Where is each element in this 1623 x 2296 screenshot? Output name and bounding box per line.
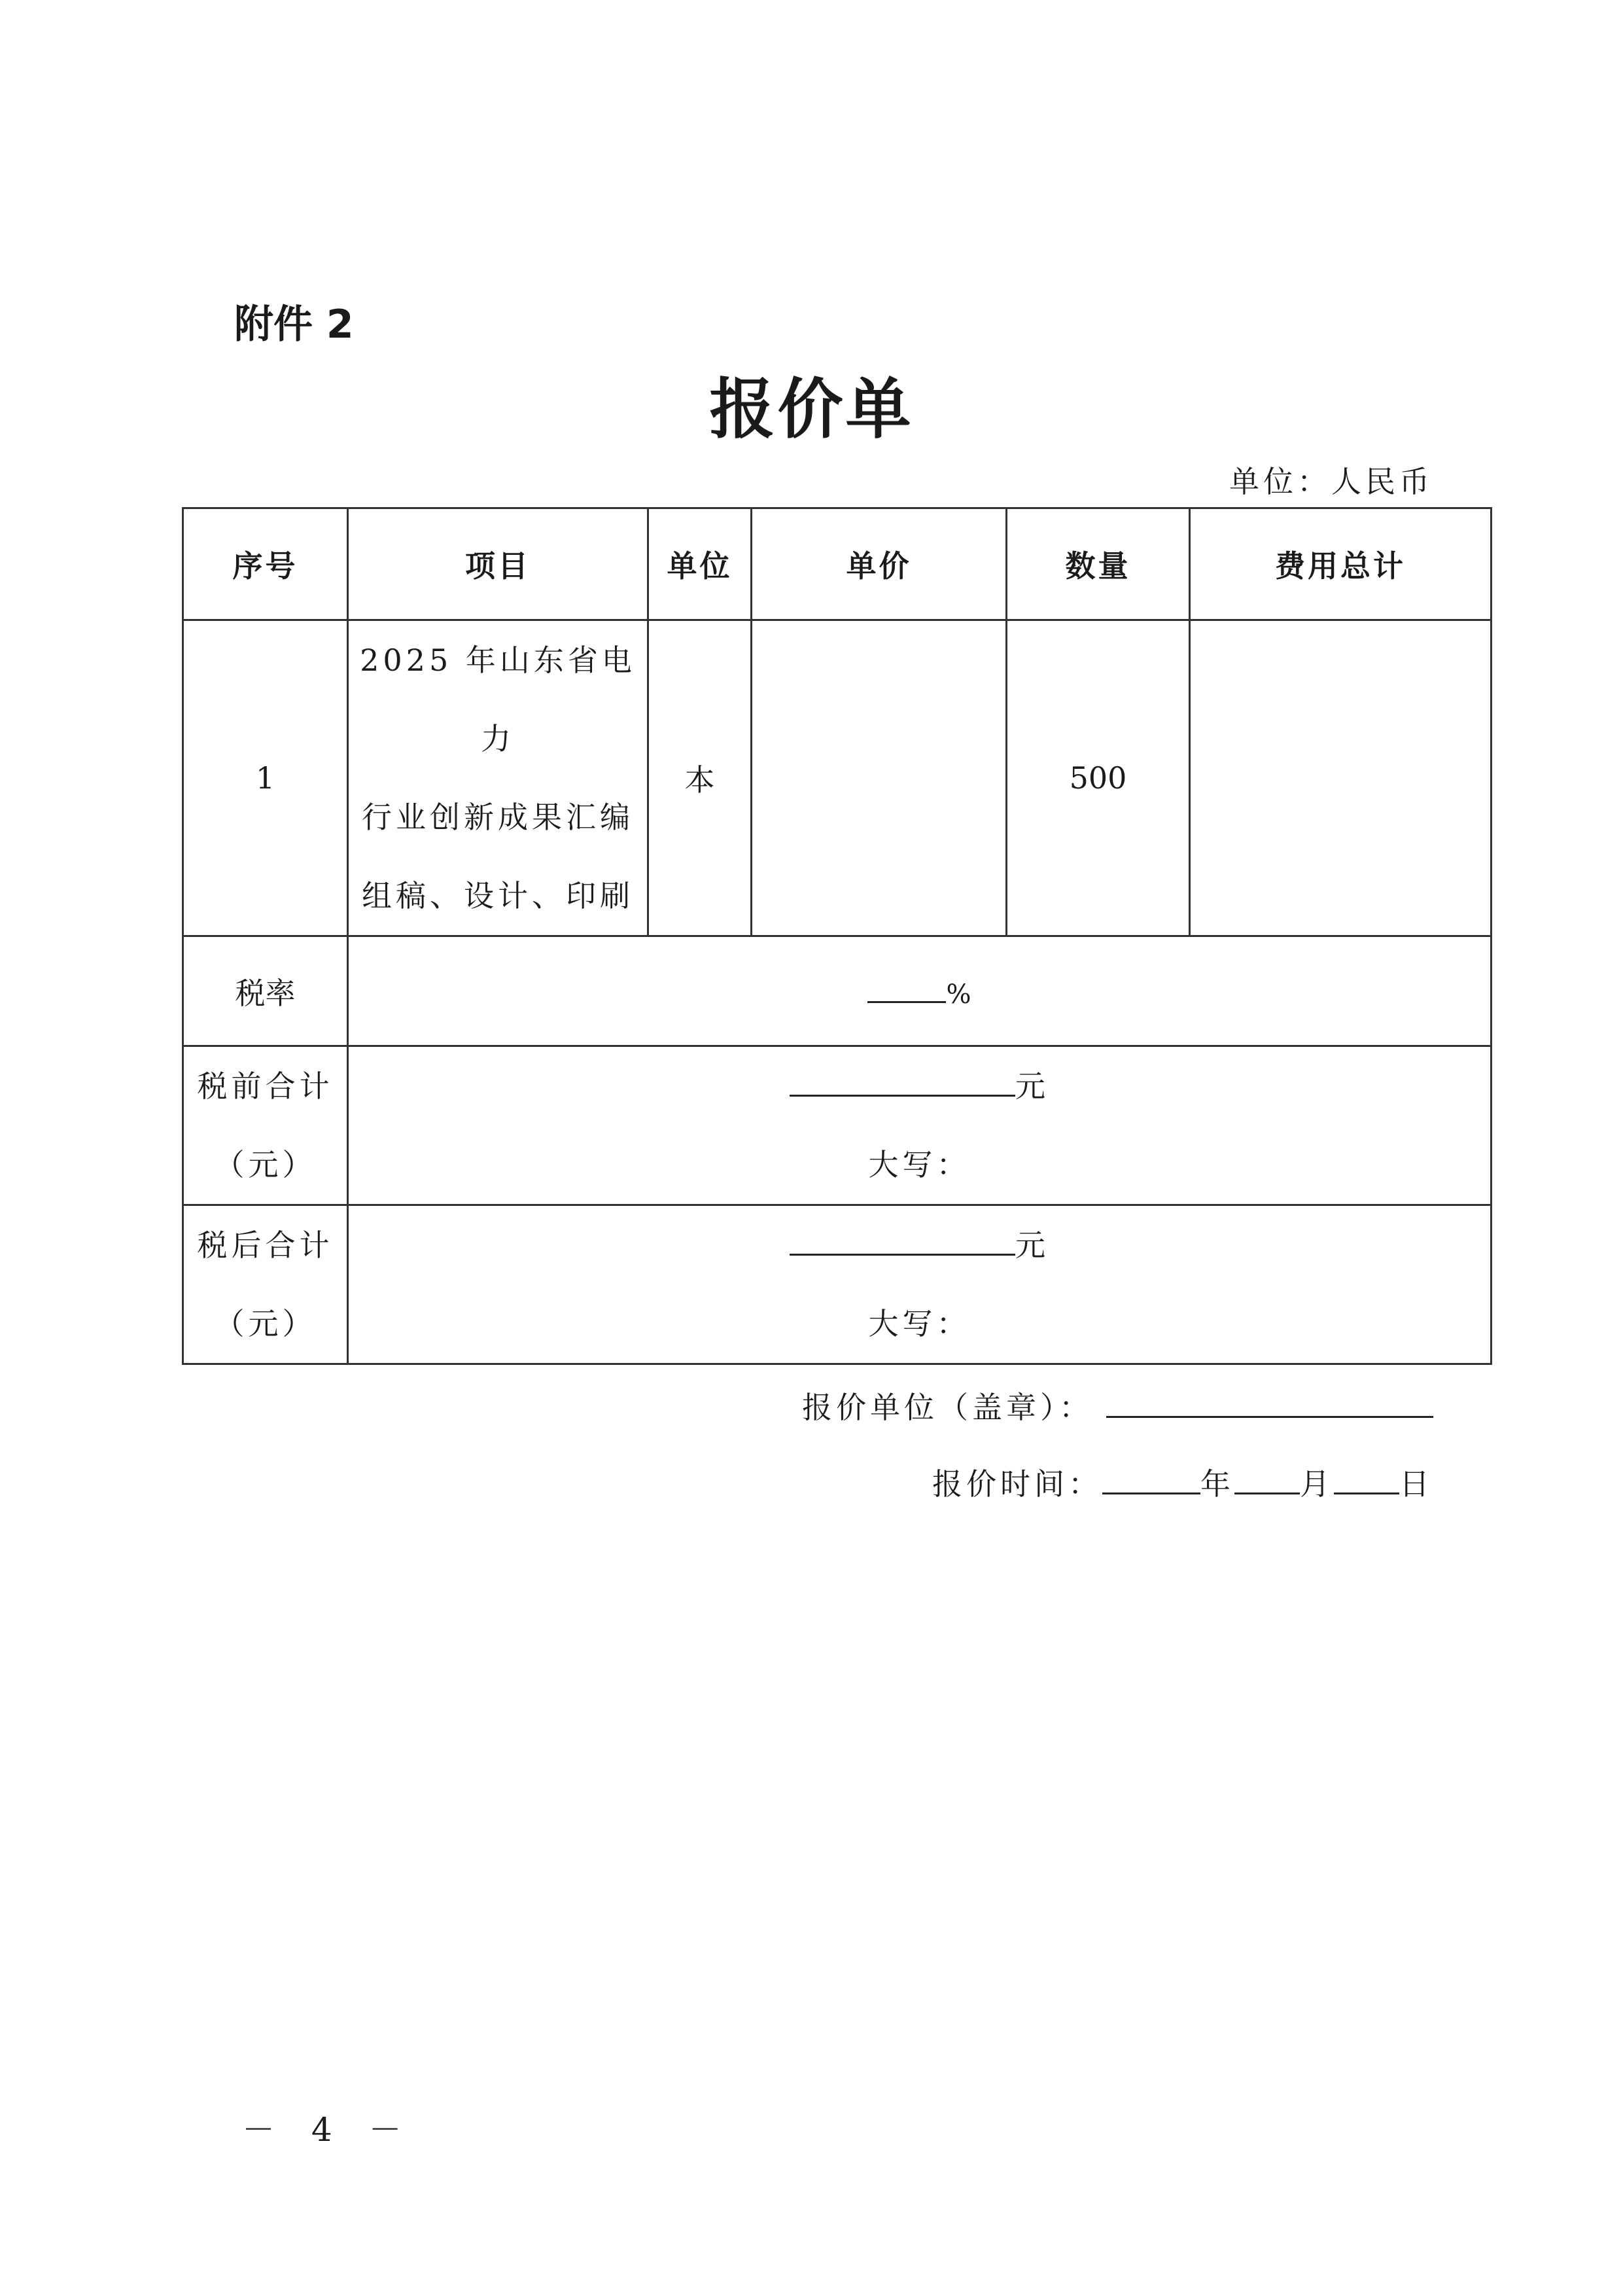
day-blank[interactable]: [1334, 1464, 1399, 1494]
row-item-line: 组稿、设计、印刷: [362, 878, 634, 913]
row-item: [348, 620, 648, 936]
row-item-line: 行业创新成果汇编: [362, 800, 634, 835]
month-label: 月: [1300, 1466, 1334, 1502]
attachment-label: 附件 2: [234, 302, 354, 347]
row-index: 1: [183, 620, 348, 936]
column-header-item: 项目: [348, 508, 648, 620]
post-tax-label: [183, 1205, 348, 1364]
yuan-suffix: 元: [1015, 1069, 1049, 1104]
yuan-suffix: 元: [1015, 1227, 1049, 1263]
column-header-unit: 单位: [648, 508, 752, 620]
percent-sign: %: [946, 979, 971, 1010]
post-tax-label-line: 税后合计: [197, 1227, 334, 1263]
page-number: － 4 －: [242, 2111, 415, 2149]
column-header-index: 序号: [183, 508, 348, 620]
pre-tax-amount-blank[interactable]: [790, 1066, 1015, 1097]
pre-tax-row: [183, 1046, 1492, 1205]
signature-org-line: [802, 1384, 1433, 1427]
year-blank[interactable]: [1102, 1464, 1200, 1494]
signature-date-line: [932, 1460, 1433, 1504]
pre-tax-label-line: 税前合计: [197, 1069, 334, 1104]
post-tax-uppercase-label: 大写：: [868, 1306, 971, 1341]
post-tax-amount-blank[interactable]: [790, 1225, 1015, 1256]
row-total[interactable]: [1190, 620, 1492, 936]
pre-tax-label: [183, 1046, 348, 1205]
post-tax-label-line: （元）: [214, 1306, 317, 1341]
row-quantity: 500: [1007, 620, 1190, 936]
signature-org-blank[interactable]: [1106, 1387, 1433, 1418]
table-row: [183, 620, 1492, 936]
tax-rate-label: 税率: [183, 936, 348, 1046]
tax-rate-field[interactable]: [348, 936, 1492, 1046]
quote-table: [182, 507, 1492, 1365]
row-item-line: 2025 年山东省电力: [360, 643, 636, 756]
page-title: 报价单: [709, 371, 914, 448]
post-tax-field[interactable]: [348, 1205, 1492, 1364]
year-label: 年: [1200, 1466, 1234, 1502]
month-blank[interactable]: [1234, 1464, 1300, 1494]
row-unit: 本: [648, 620, 752, 936]
table-header-row: [183, 508, 1492, 620]
currency-unit: 单位：人民币: [1229, 464, 1433, 499]
day-label: 日: [1399, 1466, 1433, 1502]
tax-rate-row: [183, 936, 1492, 1046]
tax-rate-blank[interactable]: [867, 972, 946, 1003]
pre-tax-uppercase-label: 大写：: [868, 1147, 971, 1182]
pre-tax-label-line: （元）: [214, 1147, 317, 1182]
row-unit-price[interactable]: [752, 620, 1007, 936]
post-tax-row: [183, 1205, 1492, 1364]
column-header-quantity: 数量: [1007, 508, 1190, 620]
column-header-unit-price: 单价: [752, 508, 1007, 620]
column-header-total: 费用总计: [1190, 508, 1492, 620]
signature-org-label: 报价单位（盖章）：: [802, 1390, 1093, 1425]
pre-tax-field[interactable]: [348, 1046, 1492, 1205]
signature-date-label: 报价时间：: [932, 1466, 1102, 1502]
